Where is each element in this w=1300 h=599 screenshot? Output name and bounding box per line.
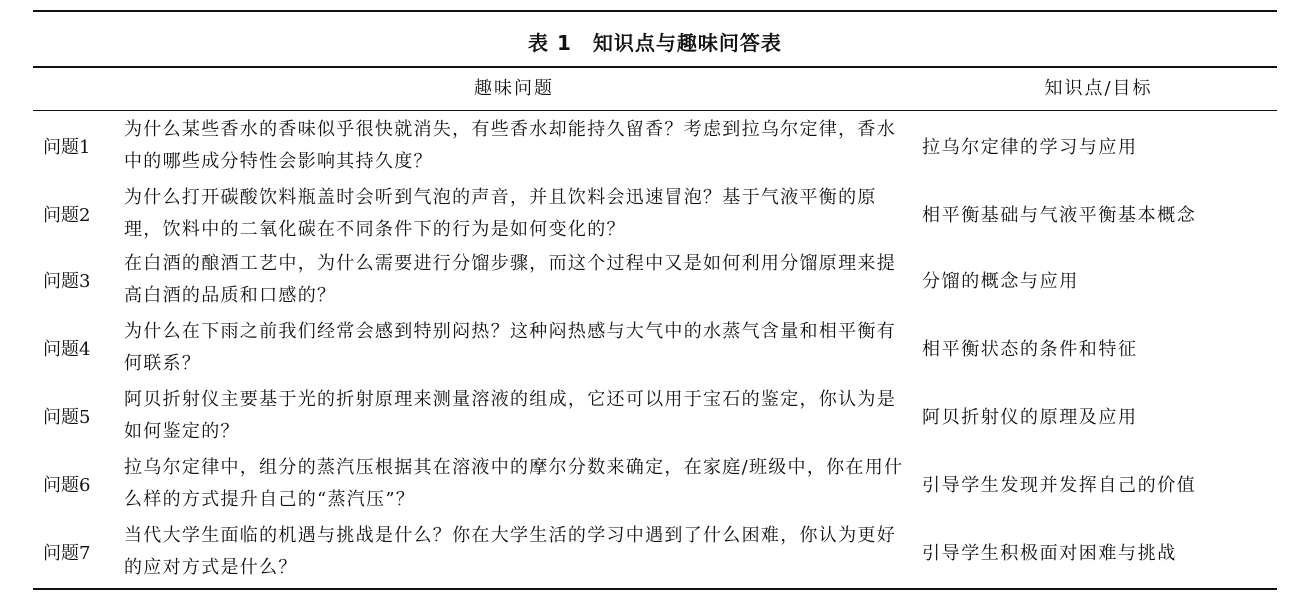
table-row <box>33 450 1277 518</box>
question-cell <box>124 112 904 180</box>
question-id: 问题6 <box>43 475 91 496</box>
question-cell <box>124 382 904 450</box>
knowledge-point: 分馏的概念与应用 <box>922 271 1079 292</box>
question-text: 为什么在下雨之前我们经常会感到特别闷热？这种闷热感与大气中的水蒸气含量和相平衡有何联系？ <box>124 321 896 374</box>
question-id: 问题1 <box>43 137 91 158</box>
question-cell <box>124 246 904 314</box>
question-id: 问题5 <box>43 407 91 428</box>
table-header-bottom-rule <box>33 110 1277 111</box>
table-header-top-rule <box>33 66 1277 68</box>
table-row <box>33 518 1277 586</box>
question-text: 为什么打开碳酸饮料瓶盖时会听到气泡的声音，并且饮料会迅速冒泡？基于气液平衡的原理，饮料中的二氧化碳在不同条件下的行为是如何变化的？ <box>124 187 877 240</box>
question-text: 为什么某些香水的香味似乎很快就消失，有些香水却能持久留香？考虑到拉乌尔定律，香水中的哪些成分特性会影响其持久度？ <box>124 119 896 172</box>
table-caption: 表 1 知识点与趣味问答表 <box>528 31 782 55</box>
question-text: 在白酒的酿酒工艺中，为什么需要进行分馏步骤，而这个过程中又是如何利用分馏原理来提高白酒的品质和口感的？ <box>124 253 896 306</box>
question-id: 问题4 <box>43 339 91 360</box>
knowledge-point: 相平衡状态的条件和特征 <box>922 339 1138 360</box>
knowledge-point: 引导学生发现并发挥自己的价值 <box>922 475 1197 496</box>
knowledge-point: 拉乌尔定律的学习与应用 <box>922 137 1138 158</box>
table-bottom-rule <box>33 588 1277 590</box>
column-header-knowledge: 知识点/目标 <box>1044 78 1153 99</box>
question-cell <box>124 314 904 382</box>
question-id: 问题3 <box>43 271 91 292</box>
table-top-rule <box>33 10 1277 12</box>
table-row <box>33 180 1277 248</box>
column-header-question: 趣味问题 <box>474 78 554 99</box>
question-text: 当代大学生面临的机遇与挑战是什么？你在大学生活的学习中遇到了什么困难，你认为更好的应对方式是什么？ <box>124 525 896 578</box>
table-row <box>33 314 1277 382</box>
knowledge-point: 阿贝折射仪的原理及应用 <box>922 407 1138 428</box>
table-row <box>33 382 1277 450</box>
question-text: 阿贝折射仪主要基于光的折射原理来测量溶液的组成，它还可以用于宝石的鉴定，你认为是如何鉴定的？ <box>124 389 896 442</box>
question-text: 拉乌尔定律中，组分的蒸汽压根据其在溶液中的摩尔分数来确定，在家庭/班级中，你在用什么样的方式提升自己的“蒸汽压”？ <box>124 457 904 510</box>
question-cell <box>124 180 904 248</box>
question-id: 问题2 <box>43 205 91 226</box>
knowledge-point: 引导学生积极面对困难与挑战 <box>922 543 1177 564</box>
knowledge-point: 相平衡基础与气液平衡基本概念 <box>922 205 1197 226</box>
question-id: 问题7 <box>43 543 91 564</box>
question-cell <box>124 450 904 518</box>
table-row <box>33 112 1277 180</box>
table-row <box>33 246 1277 314</box>
question-cell <box>124 518 904 586</box>
